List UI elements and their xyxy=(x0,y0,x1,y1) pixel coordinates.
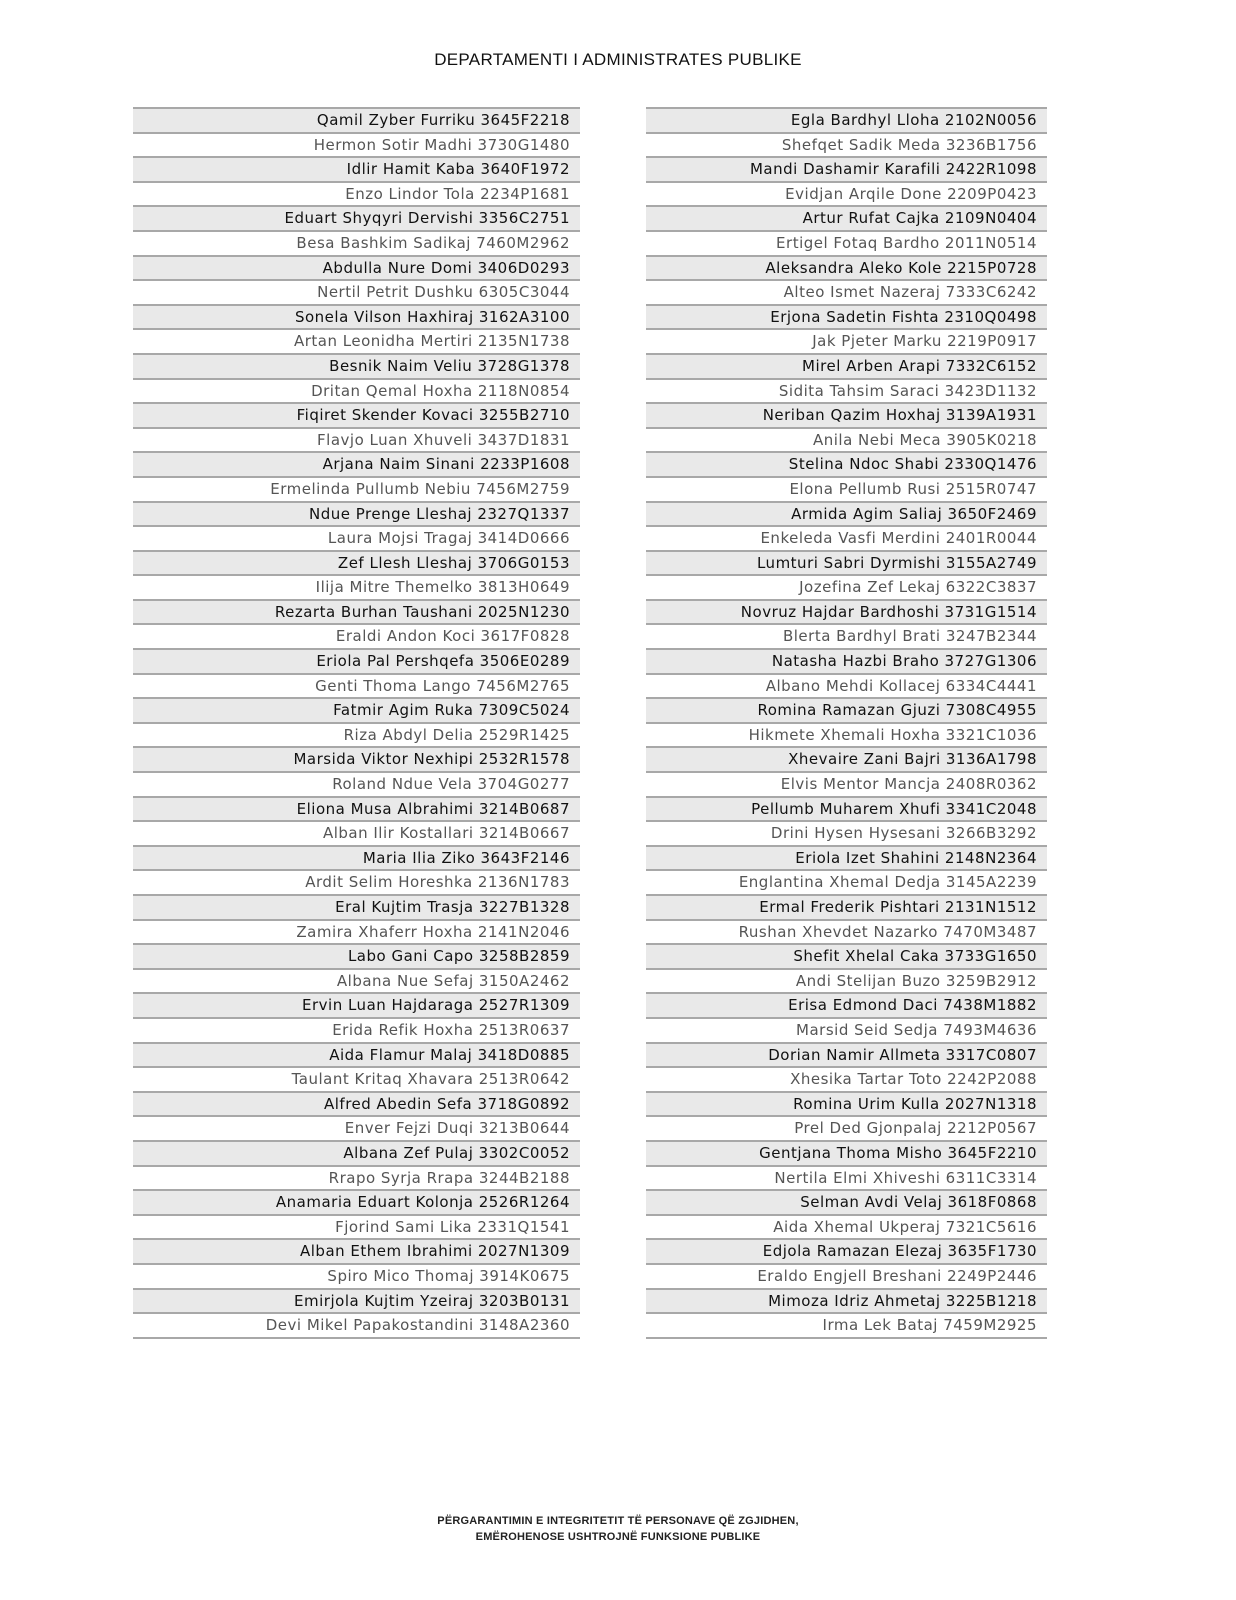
list-item: Prel Ded Gjonpalaj 2212P0567 xyxy=(646,1117,1047,1142)
list-item: Maria Ilia Ziko 3643F2146 xyxy=(133,847,580,872)
list-item: Ardit Selim Horeshka 2136N1783 xyxy=(133,871,580,896)
list-item: Erjona Sadetin Fishta 2310Q0498 xyxy=(646,306,1047,331)
list-item: Anamaria Eduart Kolonja 2526R1264 xyxy=(133,1191,580,1216)
list-item: Taulant Kritaq Xhavara 2513R0642 xyxy=(133,1068,580,1093)
list-item: Egla Bardhyl Lloha 2102N0056 xyxy=(646,109,1047,134)
list-item: Marsida Viktor Nexhipi 2532R1578 xyxy=(133,748,580,773)
list-item: Evidjan Arqile Done 2209P0423 xyxy=(646,183,1047,208)
list-item: Rezarta Burhan Taushani 2025N1230 xyxy=(133,601,580,626)
list-item: Ndue Prenge Lleshaj 2327Q1337 xyxy=(133,503,580,528)
list-item: Jozefina Zef Lekaj 6322C3837 xyxy=(646,576,1047,601)
list-item: Hermon Sotir Madhi 3730G1480 xyxy=(133,134,580,159)
list-item: Drini Hysen Hysesani 3266B3292 xyxy=(646,822,1047,847)
list-item: Eliona Musa Albrahimi 3214B0687 xyxy=(133,798,580,823)
list-item: Spiro Mico Thomaj 3914K0675 xyxy=(133,1265,580,1290)
list-item: Xhesika Tartar Toto 2242P2088 xyxy=(646,1068,1047,1093)
list-item: Besnik Naim Veliu 3728G1378 xyxy=(133,355,580,380)
list-item: Ermal Frederik Pishtari 2131N1512 xyxy=(646,896,1047,921)
list-item: Fjorind Sami Lika 2331Q1541 xyxy=(133,1216,580,1241)
list-item: Riza Abdyl Delia 2529R1425 xyxy=(133,724,580,749)
list-item: Alban Ethem Ibrahimi 2027N1309 xyxy=(133,1240,580,1265)
list-item: Roland Ndue Vela 3704G0277 xyxy=(133,773,580,798)
list-item: Albano Mehdi Kollacej 6334C4441 xyxy=(646,675,1047,700)
page-title: DEPARTAMENTI I ADMINISTRATES PUBLIKE xyxy=(434,50,802,69)
list-item: Besa Bashkim Sadikaj 7460M2962 xyxy=(133,232,580,257)
list-item: Laura Mojsi Tragaj 3414D0666 xyxy=(133,527,580,552)
footer-line-2: EMËROHENOSE USHTROJNË FUNKSIONE PUBLIKE xyxy=(475,1531,761,1543)
left-name-list xyxy=(133,107,580,1339)
right-name-list xyxy=(646,107,1047,1339)
list-item: Artan Leonidha Mertiri 2135N1738 xyxy=(133,330,580,355)
list-item: Ilija Mitre Themelko 3813H0649 xyxy=(133,576,580,601)
list-item: Sidita Tahsim Saraci 3423D1132 xyxy=(646,380,1047,405)
list-item: Labo Gani Capo 3258B2859 xyxy=(133,945,580,970)
list-item: Aida Flamur Malaj 3418D0885 xyxy=(133,1044,580,1069)
list-item: Erisa Edmond Daci 7438M1882 xyxy=(646,994,1047,1019)
list-item: Enzo Lindor Tola 2234P1681 xyxy=(133,183,580,208)
list-item: Enver Fejzi Duqi 3213B0644 xyxy=(133,1117,580,1142)
list-item: Irma Lek Bataj 7459M2925 xyxy=(646,1314,1047,1339)
list-item: Emirjola Kujtim Yzeiraj 3203B0131 xyxy=(133,1290,580,1315)
list-item: Mimoza Idriz Ahmetaj 3225B1218 xyxy=(646,1290,1047,1315)
list-item: Marsid Seid Sedja 7493M4636 xyxy=(646,1019,1047,1044)
list-item: Eriola Pal Pershqefa 3506E0289 xyxy=(133,650,580,675)
list-item: Enkeleda Vasfi Merdini 2401R0044 xyxy=(646,527,1047,552)
list-item: Mandi Dashamir Karafili 2422R1098 xyxy=(646,158,1047,183)
list-item: Nertil Petrit Dushku 6305C3044 xyxy=(133,281,580,306)
list-item: Gentjana Thoma Misho 3645F2210 xyxy=(646,1142,1047,1167)
list-item: Hikmete Xhemali Hoxha 3321C1036 xyxy=(646,724,1047,749)
list-item: Aleksandra Aleko Kole 2215P0728 xyxy=(646,257,1047,282)
footer-line-1: PËRGARANTIMIN E INTEGRITETIT TË PERSONAVE QË ZGJIDHEN, xyxy=(437,1515,799,1527)
list-item: Elvis Mentor Mancja 2408R0362 xyxy=(646,773,1047,798)
list-item: Nertila Elmi Xhiveshi 6311C3314 xyxy=(646,1167,1047,1192)
list-item: Xhevaire Zani Bajri 3136A1798 xyxy=(646,748,1047,773)
list-item: Eduart Shyqyri Dervishi 3356C2751 xyxy=(133,207,580,232)
list-item: Fiqiret Skender Kovaci 3255B2710 xyxy=(133,404,580,429)
list-item: Albana Zef Pulaj 3302C0052 xyxy=(133,1142,580,1167)
list-item: Mirel Arben Arapi 7332C6152 xyxy=(646,355,1047,380)
list-item: Lumturi Sabri Dyrmishi 3155A2749 xyxy=(646,552,1047,577)
list-item: Zef Llesh Lleshaj 3706G0153 xyxy=(133,552,580,577)
list-item: Artur Rufat Cajka 2109N0404 xyxy=(646,207,1047,232)
list-item: Flavjo Luan Xhuveli 3437D1831 xyxy=(133,429,580,454)
list-item: Eraldo Engjell Breshani 2249P2446 xyxy=(646,1265,1047,1290)
list-item: Rushan Xhevdet Nazarko 7470M3487 xyxy=(646,921,1047,946)
list-item: Fatmir Agim Ruka 7309C5024 xyxy=(133,699,580,724)
list-item: Aida Xhemal Ukperaj 7321C5616 xyxy=(646,1216,1047,1241)
list-item: Selman Avdi Velaj 3618F0868 xyxy=(646,1191,1047,1216)
list-item: Romina Urim Kulla 2027N1318 xyxy=(646,1093,1047,1118)
list-item: Novruz Hajdar Bardhoshi 3731G1514 xyxy=(646,601,1047,626)
list-item: Alteo Ismet Nazeraj 7333C6242 xyxy=(646,281,1047,306)
list-item: Genti Thoma Lango 7456M2765 xyxy=(133,675,580,700)
list-item: Edjola Ramazan Elezaj 3635F1730 xyxy=(646,1240,1047,1265)
list-item: Shefit Xhelal Caka 3733G1650 xyxy=(646,945,1047,970)
list-item: Alban Ilir Kostallari 3214B0667 xyxy=(133,822,580,847)
list-item: Devi Mikel Papakostandini 3148A2360 xyxy=(133,1314,580,1339)
list-item: Eral Kujtim Trasja 3227B1328 xyxy=(133,896,580,921)
list-item: Ervin Luan Hajdaraga 2527R1309 xyxy=(133,994,580,1019)
list-item: Erida Refik Hoxha 2513R0637 xyxy=(133,1019,580,1044)
list-item: Armida Agim Saliaj 3650F2469 xyxy=(646,503,1047,528)
page-footer xyxy=(0,1513,1236,1545)
list-item: Neriban Qazim Hoxhaj 3139A1931 xyxy=(646,404,1047,429)
list-item: Sonela Vilson Haxhiraj 3162A3100 xyxy=(133,306,580,331)
list-item: Elona Pellumb Rusi 2515R0747 xyxy=(646,478,1047,503)
list-item: Ertigel Fotaq Bardho 2011N0514 xyxy=(646,232,1047,257)
list-item: Alfred Abedin Sefa 3718G0892 xyxy=(133,1093,580,1118)
list-item: Rrapo Syrja Rrapa 3244B2188 xyxy=(133,1167,580,1192)
list-item: Blerta Bardhyl Brati 3247B2344 xyxy=(646,625,1047,650)
list-item: Jak Pjeter Marku 2219P0917 xyxy=(646,330,1047,355)
list-item: Arjana Naim Sinani 2233P1608 xyxy=(133,453,580,478)
list-item: Stelina Ndoc Shabi 2330Q1476 xyxy=(646,453,1047,478)
list-item: Eraldi Andon Koci 3617F0828 xyxy=(133,625,580,650)
list-item: Albana Nue Sefaj 3150A2462 xyxy=(133,970,580,995)
list-item: Englantina Xhemal Dedja 3145A2239 xyxy=(646,871,1047,896)
list-item: Pellumb Muharem Xhufi 3341C2048 xyxy=(646,798,1047,823)
list-item: Abdulla Nure Domi 3406D0293 xyxy=(133,257,580,282)
list-item: Dorian Namir Allmeta 3317C0807 xyxy=(646,1044,1047,1069)
list-item: Natasha Hazbi Braho 3727G1306 xyxy=(646,650,1047,675)
list-item: Shefqet Sadik Meda 3236B1756 xyxy=(646,134,1047,159)
list-item: Anila Nebi Meca 3905K0218 xyxy=(646,429,1047,454)
list-item: Zamira Xhaferr Hoxha 2141N2046 xyxy=(133,921,580,946)
list-item: Dritan Qemal Hoxha 2118N0854 xyxy=(133,380,580,405)
list-item: Andi Stelijan Buzo 3259B2912 xyxy=(646,970,1047,995)
list-item: Qamil Zyber Furriku 3645F2218 xyxy=(133,109,580,134)
list-item: Eriola Izet Shahini 2148N2364 xyxy=(646,847,1047,872)
list-item: Romina Ramazan Gjuzi 7308C4955 xyxy=(646,699,1047,724)
list-item: Ermelinda Pullumb Nebiu 7456M2759 xyxy=(133,478,580,503)
list-item: Idlir Hamit Kaba 3640F1972 xyxy=(133,158,580,183)
